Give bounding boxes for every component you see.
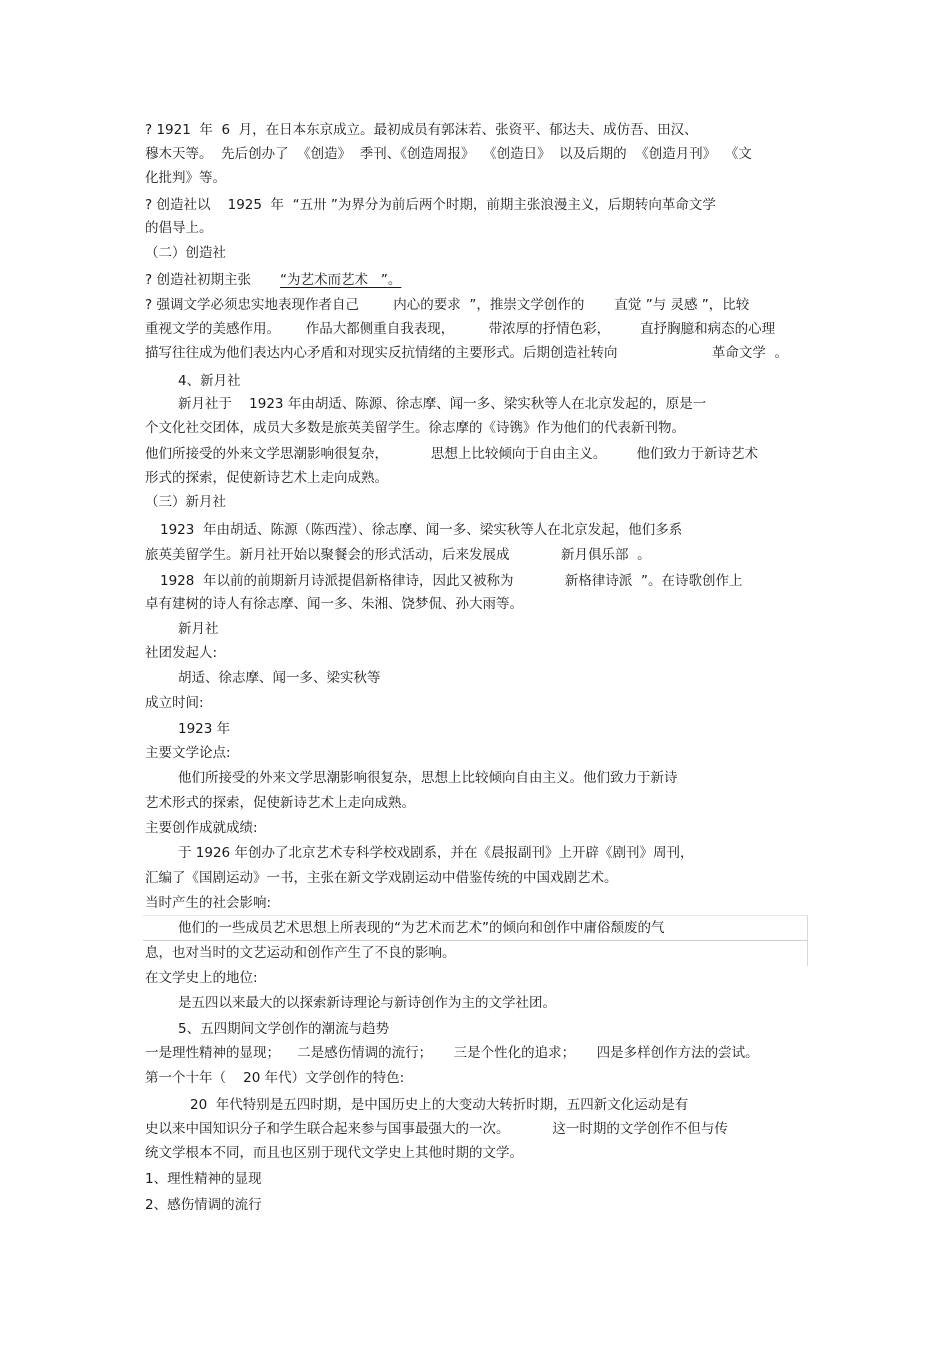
section-heading: （二）创造社 bbox=[145, 245, 226, 261]
field-label: 成立时间: bbox=[145, 695, 204, 711]
text-line: 的倡导上。 bbox=[145, 220, 213, 236]
field-value: 汇编了《国剧运动》一书，主张在新文学戏剧运动中借鉴传统的中国戏剧艺术。 bbox=[145, 870, 618, 886]
text-line: ? 强调文学必须忠实地表现作者自己 内心的要求 ”，推崇文学创作的 直觉 ”与 灵感 ”，比较 bbox=[145, 297, 750, 313]
field-value: 胡适、徐志摩、闻一多、梁实秋等 bbox=[178, 670, 381, 686]
field-value: 息，也对当时的文艺运动和创作产生了不良的影响。 bbox=[145, 945, 456, 961]
text-line: ? 1921 年 6 月，在日本东京成立。最初成员有郭沫若、张资平、郁达夫、成仿吾、田汉、 bbox=[145, 122, 698, 138]
text-line: 2、感伤情调的流行 bbox=[145, 1197, 262, 1213]
text-line: 卓有建树的诗人有徐志摩、闻一多、朱湘、饶梦侃、孙大雨等。 bbox=[145, 596, 523, 612]
text-line: 他们所接受的外来文学思潮影响很复杂， 思想上比较倾向于自由主义。 他们致力于新诗艺术 bbox=[145, 446, 758, 462]
field-value: 1923 年 bbox=[178, 721, 231, 737]
text-line: ? 创造社以 1925 年 “五卅 ”为界分为前后两个时期，前期主张浪漫主义，后期转向革命文学 bbox=[145, 197, 716, 213]
text-line: 1928 年以前的前期新月诗派提倡新格律诗，因此又被称为 新格律诗派 ”。在诗歌创作上 bbox=[160, 573, 743, 589]
field-value: 他们所接受的外来文学思潮影响很复杂，思想上比较倾向自由主义。他们致力于新诗 bbox=[178, 770, 678, 786]
section-heading: （三）新月社 bbox=[145, 494, 226, 510]
field-label: 主要创作成就成绩: bbox=[145, 820, 258, 836]
text-line: 穆木天等。 先后创办了 《创造》 季刊、《创造周报》 《创造日》 以及后期的 《创造月刊》 《文 bbox=[145, 146, 752, 162]
text-line: 个文化社交团体，成员大多数是旅英美留学生。徐志摩的《诗镌》作为他们的代表新刊物。 bbox=[145, 420, 685, 436]
text-line: 1、理性精神的显现 bbox=[145, 1171, 262, 1187]
field-label: 在文学史上的地位: bbox=[145, 970, 258, 986]
field-value: 艺术形式的探索，促使新诗艺术上走向成熟。 bbox=[145, 795, 415, 811]
field-label: 当时产生的社会影响: bbox=[145, 895, 272, 911]
text-line: ? 创造社初期主张 bbox=[145, 272, 251, 288]
text-line: 史以来中国知识分子和学生联合起来参与国事最强大的一次。 这一时期的文学创作不但与传 bbox=[145, 1121, 728, 1137]
text-line: 一是理性精神的显现； 二是感伤情调的流行； 三是个性化的追求； 四是多样创作方法的尝试。 bbox=[145, 1045, 759, 1061]
field-label: 主要文学论点: bbox=[145, 745, 231, 761]
field-label: 社团发起人: bbox=[145, 645, 218, 661]
text-line: 统文学根本不同，而且也区别于现代文学史上其他时期的文学。 bbox=[145, 1145, 523, 1161]
underlined-phrase: “为艺术而艺术 ”。 bbox=[280, 272, 402, 288]
field-value: 他们的一些成员艺术思想上所表现的“为艺术而艺术”的倾向和创作中庸俗颓废的气 bbox=[178, 920, 665, 936]
text-line: 新月社于 1923 年由胡适、陈源、徐志摩、闻一多、梁实秋等人在北京发起的，原是一 bbox=[178, 396, 707, 412]
section-heading: 5、五四期间文学创作的潮流与趋势 bbox=[178, 1021, 390, 1037]
text-line: 第一个十年（ 20 年代）文学创作的特色: bbox=[145, 1070, 405, 1086]
section-heading: 4、新月社 bbox=[178, 373, 241, 389]
text-line: 形式的探索，促使新诗艺术上走向成熟。 bbox=[145, 470, 388, 486]
text-line: 旅英美留学生。新月社开始以聚餐会的形式活动，后来发展成 新月俱乐部 。 bbox=[145, 547, 651, 563]
text-line: 20 年代特别是五四时期，是中国历史上的大变动大转折时期，五四新文化运动是有 bbox=[190, 1097, 689, 1113]
text-line: 新月社 bbox=[178, 621, 219, 637]
field-value: 于 1926 年创办了北京艺术专科学校戏剧系，并在《晨报副刊》上开辟《剧刊》周刊， bbox=[178, 845, 694, 861]
text-line: 重视文学的美感作用。 作品大都侧重自我表现， 带浓厚的抒情色彩， 直抒胸臆和病态的心理 bbox=[145, 321, 776, 337]
field-value: 是五四以来最大的以探索新诗理论与新诗创作为主的文学社团。 bbox=[178, 995, 556, 1011]
text-line: 化批判》等。 bbox=[145, 170, 226, 186]
text-line: 1923 年由胡适、陈源（陈西滢）、徐志摩、闻一多、梁实秋等人在北京发起，他们多系 bbox=[160, 522, 683, 538]
text-line: 描写往往成为他们表达内心矛盾和对现实反抗情绪的主要形式。后期创造社转向 革命文学 。 bbox=[145, 345, 788, 361]
